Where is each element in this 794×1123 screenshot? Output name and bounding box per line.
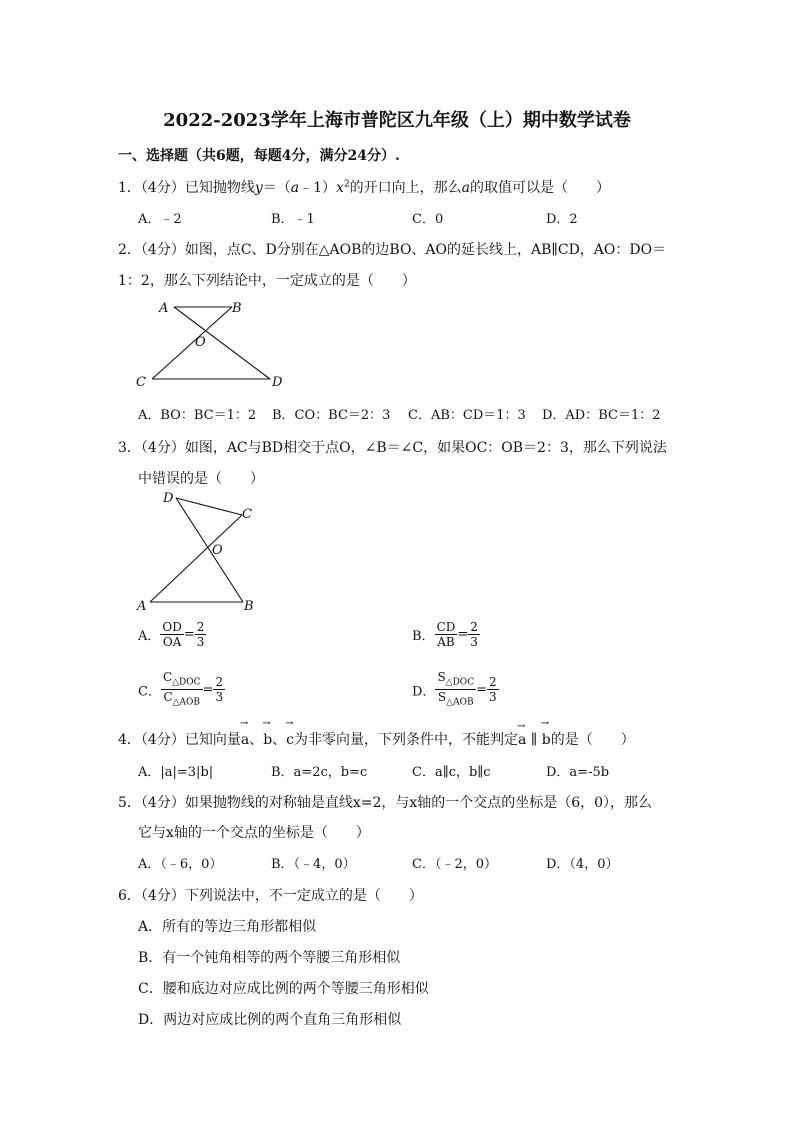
q1-option-d: D．2 bbox=[546, 212, 578, 227]
q3-option-b bbox=[412, 620, 480, 649]
subscript: △DOC bbox=[445, 677, 475, 688]
q5-stem-line1: 5．（4分）如果抛物线的对称轴是直线x=2，与x轴的一个交点的坐标是（6，0），那么 bbox=[118, 795, 653, 811]
q4-stem bbox=[118, 729, 635, 749]
fraction-numerator: 2 bbox=[215, 675, 224, 690]
q2-label-d: D bbox=[272, 375, 283, 390]
q3-option-d-prefix: D． bbox=[412, 684, 436, 700]
fraction-denominator bbox=[161, 690, 203, 709]
q3-option-d-fraction bbox=[435, 670, 476, 710]
parallel-symbol: ∥ bbox=[526, 732, 542, 748]
equals-sign: = bbox=[202, 682, 214, 698]
q3-label-o: O bbox=[212, 543, 223, 558]
q3-option-a-fraction bbox=[160, 620, 183, 649]
fraction-denominator bbox=[435, 690, 476, 709]
q1-var-y: y bbox=[254, 180, 263, 196]
q2-option-d: D．AD：BC＝1：2 bbox=[542, 408, 661, 423]
q2-label-a: A bbox=[159, 301, 169, 316]
fraction-denominator: OA bbox=[162, 635, 182, 649]
q5-option-c: C．（﹣2，0） bbox=[412, 857, 497, 872]
q2-option-a: A．BO：BC＝1：2 bbox=[138, 408, 257, 423]
q3-option-a-ratio bbox=[195, 620, 207, 649]
equals-sign: = bbox=[183, 627, 195, 642]
q1-text: 1．（4分）已知抛物线 bbox=[118, 180, 255, 196]
fraction-denominator: AB bbox=[437, 635, 455, 649]
q3-label-b: B bbox=[244, 599, 254, 613]
q1-option-a: A．﹣2 bbox=[138, 212, 182, 227]
q2-stem-line2: 1：2，那么下列结论中，一定成立的是（ ） bbox=[118, 273, 416, 289]
q3-option-c-fraction bbox=[161, 670, 203, 710]
q3-option-b-fraction bbox=[435, 620, 458, 649]
q3-label-c: C bbox=[242, 507, 252, 522]
q4-option-b: B．a=2c，b=c bbox=[271, 765, 368, 780]
q3-label-d: D bbox=[163, 491, 174, 506]
q5-option-d: D．（4，0） bbox=[546, 857, 619, 872]
fraction-numerator bbox=[435, 670, 476, 690]
q4-option-c: C．a∥c，b∥c bbox=[412, 765, 491, 780]
fraction-denominator: 3 bbox=[470, 635, 478, 649]
q1-text: 的开口向上，那么 bbox=[349, 180, 462, 196]
q2-option-c: C．AB：CD＝1：3 bbox=[408, 408, 526, 423]
fraction-numerator: 2 bbox=[196, 620, 205, 634]
area-symbol: S bbox=[437, 690, 447, 705]
q4-option-d: D．a=-5b bbox=[546, 765, 610, 780]
q5-option-b: B．（﹣4，0） bbox=[271, 857, 356, 872]
fraction-denominator: 3 bbox=[488, 690, 497, 705]
q2-stem-line1: 2．（4分）如图，点C、D分别在△AOB的边BO、AO的延长线上，AB∥CD，AO：DO＝ bbox=[118, 242, 667, 258]
q1-text: 的取值可以是（ ） bbox=[470, 180, 611, 196]
q1-option-c: C．0 bbox=[412, 212, 444, 227]
q4-vector-b: → b、 bbox=[263, 729, 286, 749]
q1-var-a: a bbox=[461, 180, 471, 196]
q6-option-b: B．有一个钝角相等的两个等腰三角形相似 bbox=[138, 950, 401, 966]
q2-label-b: B bbox=[232, 301, 242, 316]
perimeter-symbol: C bbox=[163, 690, 173, 705]
area-symbol: S bbox=[437, 670, 446, 684]
q6-option-d: D．两边对应成比例的两个直角三角形相似 bbox=[138, 1012, 402, 1028]
q6-option-c: C．腰和底边对应成比例的两个等腰三角形相似 bbox=[138, 981, 429, 997]
fraction-numerator: CD bbox=[436, 620, 456, 634]
fraction-numerator: 2 bbox=[488, 675, 497, 690]
subscript: △AOB bbox=[172, 697, 201, 708]
q3-option-a bbox=[138, 620, 206, 649]
q3-option-c-ratio bbox=[213, 675, 225, 704]
subscript: △DOC bbox=[172, 677, 201, 688]
q3-label-a: A bbox=[137, 599, 147, 613]
q3-option-c-prefix: C． bbox=[138, 684, 161, 700]
q1-text: ﹣1） bbox=[299, 180, 337, 196]
q6-option-a: A．所有的等边三角形都相似 bbox=[138, 919, 317, 935]
q4-vector-a: → a、 bbox=[241, 729, 263, 749]
q1-text: ＝（ bbox=[262, 180, 291, 196]
perimeter-symbol: C bbox=[162, 670, 173, 684]
fraction-denominator: 3 bbox=[215, 690, 224, 705]
q1-exponent: 2 bbox=[343, 179, 350, 190]
q6-stem: 6．（4分）下列说法中，不一定成立的是（ ） bbox=[118, 888, 423, 904]
q2-label-c: C bbox=[136, 375, 146, 390]
q3-option-d-ratio bbox=[487, 675, 499, 704]
q4-option-a: A．|a|=3|b| bbox=[138, 765, 214, 780]
q3-option-d bbox=[412, 670, 499, 710]
q3-figure bbox=[130, 488, 280, 613]
fraction-numerator bbox=[161, 670, 203, 690]
section-heading: 一、选择题（共6题，每题4分，满分24分）. bbox=[118, 148, 400, 164]
q1-var-a: a bbox=[290, 180, 300, 196]
q1-stem bbox=[118, 177, 610, 197]
fraction-denominator: 3 bbox=[196, 635, 205, 649]
q2-label-o: O bbox=[195, 335, 206, 350]
fraction-numerator: 2 bbox=[470, 620, 478, 634]
fraction-numerator: OD bbox=[162, 620, 182, 634]
q1-var-x: x bbox=[336, 180, 344, 196]
equals-sign: = bbox=[457, 627, 469, 642]
q3-stem-line2: 中错误的是（ ） bbox=[138, 471, 264, 487]
q3-option-b-prefix: B． bbox=[412, 629, 435, 644]
q4-vector-c: → c为非零向量，下列条件中，不能判定 bbox=[286, 729, 518, 749]
q4-vector-a: → a bbox=[518, 732, 526, 748]
q2-option-b: B．CO：BC＝2：3 bbox=[272, 408, 391, 423]
page-title: 2022-2023学年上海市普陀区九年级（上）期中数学试卷 bbox=[163, 110, 631, 131]
q5-stem-line2: 它与x轴的一个交点的坐标是（ ） bbox=[138, 825, 370, 841]
q5-option-a: A．（﹣6，0） bbox=[138, 857, 223, 872]
q2-figure bbox=[130, 296, 290, 396]
q3-stem-line1: 3．（4分）如图，AC与BD相交于点O，∠B＝∠C，如果OC：OB＝2：3，那么下列说法 bbox=[118, 440, 667, 456]
subscript: △AOB bbox=[446, 697, 474, 708]
q4-vector-b: → b的是（ ） bbox=[542, 729, 635, 749]
equals-sign: = bbox=[476, 682, 487, 698]
q4-text: 4．（4分）已知向量 bbox=[118, 732, 241, 748]
q3-option-a-prefix: A． bbox=[138, 629, 161, 644]
q1-option-b: B．﹣1 bbox=[271, 212, 315, 227]
q3-option-c bbox=[138, 670, 225, 710]
q3-option-b-ratio bbox=[468, 620, 480, 649]
